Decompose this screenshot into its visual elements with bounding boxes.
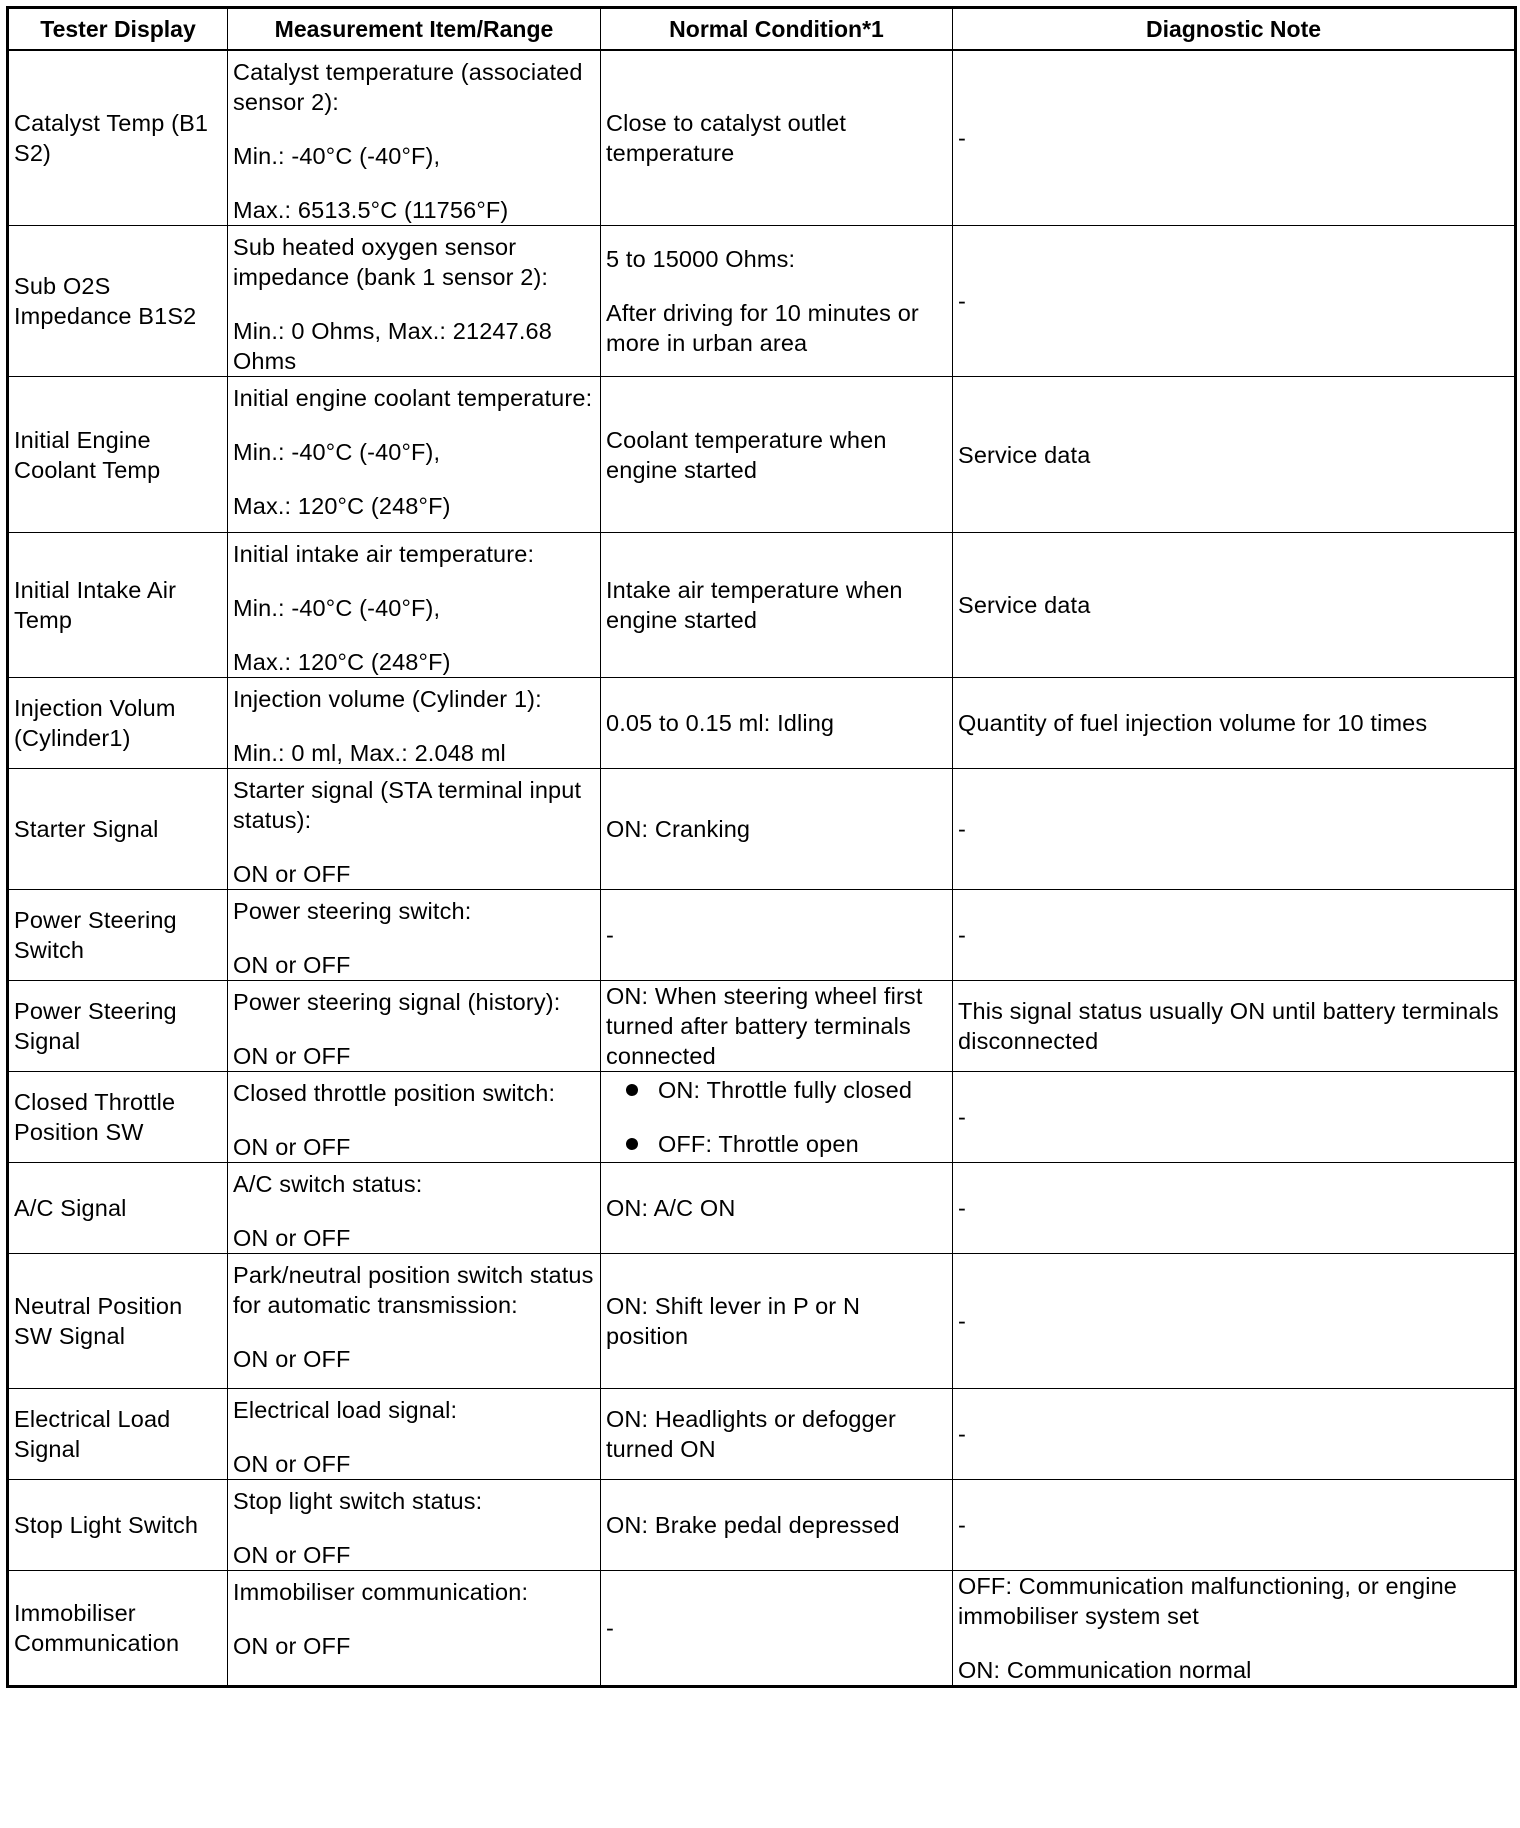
tester-display-cell: Power Steering Switch [8,890,228,981]
cell-text: Min.: -40°C (-40°F), [233,143,441,169]
diagnostic-note-cell [953,890,1516,981]
table-row [8,981,1516,1072]
cell-text: Sub heated oxygen sensor impedance (bank 1 sensor 2): [233,234,549,290]
normal-condition-cell [601,533,953,678]
diagnostic-note-cell [953,1571,1516,1687]
bullet-list [606,1075,947,1159]
normal-condition-cell [601,678,953,769]
diagnostic-note-cell [953,50,1516,226]
cell-text: ON or OFF [233,1542,351,1568]
measurement-cell [228,226,601,377]
list-item: OFF: Throttle open [624,1129,947,1159]
table-row [8,1389,1516,1480]
header-diagnostic-note: Diagnostic Note [953,8,1516,51]
cell-text: Closed throttle position switch: [233,1080,556,1106]
diagnostic-data-table [6,6,1517,1688]
measurement-cell [228,50,601,226]
cell-text: Service data [958,592,1091,618]
cell-text: Initial engine coolant temperature: [233,385,593,411]
cell-text: ON or OFF [233,1451,351,1477]
cell-text: Park/neutral position switch status for automatic transmission: [233,1262,594,1318]
cell-text: This signal status usually ON until battery terminals disconnected [958,998,1499,1054]
cell-text: ON: When steering wheel first turned after battery terminals connected [606,983,923,1069]
cell-text: - [606,1615,614,1641]
table-row [8,1254,1516,1389]
list-item: ON: Throttle fully closed [624,1075,947,1105]
cell-text: ON or OFF [233,1043,351,1069]
table-row [8,1480,1516,1571]
cell-text: ON or OFF [233,1225,351,1251]
tester-display-cell: Initial Intake Air Temp [8,533,228,678]
cell-text: ON or OFF [233,1134,351,1160]
data-list-table [6,6,1517,1688]
normal-condition-cell [601,890,953,981]
cell-text: Service data [958,441,1091,468]
tester-display-cell: Closed Throttle Position SW [8,1072,228,1163]
tester-display-cell: Electrical Load Signal [8,1389,228,1480]
measurement-cell [228,533,601,678]
cell-text: Initial intake air temperature: [233,541,535,567]
cell-text: - [958,1195,966,1221]
diagnostic-note-cell [953,678,1516,769]
cell-text: - [958,922,966,948]
table-row [8,1571,1516,1687]
header-tester-display: Tester Display [8,8,228,51]
cell-text: ON or OFF [233,1633,351,1659]
diagnostic-note-cell [953,981,1516,1072]
measurement-cell [228,890,601,981]
cell-text: Power steering switch: [233,898,472,924]
normal-condition-cell [601,1480,953,1571]
tester-display-cell: Immobiliser Communication [8,1571,228,1687]
cell-text: - [958,1512,966,1538]
cell-text: - [606,922,614,948]
tester-display-cell: Injection Volum (Cylinder1) [8,678,228,769]
normal-condition-cell [601,226,953,377]
table-row [8,226,1516,377]
normal-condition-cell [601,50,953,226]
cell-text: Immobiliser communication: [233,1579,529,1605]
diagnostic-note-cell [953,377,1516,533]
cell-text: - [958,1421,966,1447]
cell-text: - [958,125,966,151]
tester-display-cell: A/C Signal [8,1163,228,1254]
table-row [8,533,1516,678]
measurement-cell [228,1163,601,1254]
cell-text: Coolant temperature when engine started [606,426,887,483]
tester-display-cell: Initial Engine Coolant Temp [8,377,228,533]
cell-text: 5 to 15000 Ohms: [606,246,796,272]
diagnostic-note-cell [953,1254,1516,1389]
cell-text: Electrical load signal: [233,1397,458,1423]
diagnostic-note-cell [953,1480,1516,1571]
cell-text: ON: A/C ON [606,1195,736,1221]
diagnostic-note-cell [953,1163,1516,1254]
table-row [8,377,1516,533]
cell-text: Power steering signal (history): [233,989,561,1015]
cell-text: - [958,288,966,314]
normal-condition-cell [601,1389,953,1480]
diagnostic-note-cell [953,1389,1516,1480]
tester-display-cell: Power Steering Signal [8,981,228,1072]
tester-display-cell: Stop Light Switch [8,1480,228,1571]
cell-text: Quantity of fuel injection volume for 10 times [958,710,1428,736]
normal-condition-cell [601,981,953,1072]
measurement-cell [228,1254,601,1389]
measurement-cell [228,1072,601,1163]
cell-text: After driving for 10 minutes or more in urban area [606,300,919,356]
cell-text: Catalyst temperature (associated sensor 2): [233,59,583,115]
cell-text: A/C switch status: [233,1171,423,1197]
measurement-cell [228,1389,601,1480]
normal-condition-cell [601,769,953,890]
cell-text: Max.: 120°C (248°F) [233,493,451,519]
cell-text: Min.: 0 Ohms, Max.: 21247.68 Ohms [233,318,552,374]
cell-text: - [958,1308,966,1334]
cell-text: - [958,1104,966,1130]
cell-text: ON or OFF [233,1346,351,1372]
cell-text: ON: Headlights or defogger turned ON [606,1406,896,1462]
diagnostic-note-cell [953,533,1516,678]
cell-text: - [958,816,966,842]
cell-text: ON: Cranking [606,816,751,842]
cell-text: Min.: 0 ml, Max.: 2.048 ml [233,740,506,766]
measurement-cell [228,377,601,533]
cell-text: Starter signal (STA terminal input status): [233,777,582,833]
table-row [8,1072,1516,1163]
cell-text: Injection volume (Cylinder 1): [233,686,542,712]
cell-text: ON: Shift lever in P or N position [606,1293,861,1349]
table-row [8,678,1516,769]
table-row [8,1163,1516,1254]
cell-text: Min.: -40°C (-40°F), [233,595,441,621]
cell-text: ON or OFF [233,952,351,978]
tester-display-cell: Catalyst Temp (B1 S2) [8,50,228,226]
table-row [8,769,1516,890]
normal-condition-cell [601,1072,953,1163]
tester-display-cell: Starter Signal [8,769,228,890]
cell-text: Max.: 6513.5°C (11756°F) [233,197,509,223]
normal-condition-cell [601,1571,953,1687]
measurement-cell [228,981,601,1072]
diagnostic-note-cell [953,1072,1516,1163]
cell-text: Max.: 120°C (248°F) [233,649,451,675]
cell-text: Intake air temperature when engine started [606,577,903,633]
table-row [8,890,1516,981]
normal-condition-cell [601,1254,953,1389]
cell-text: Min.: -40°C (-40°F), [233,439,441,465]
cell-text: ON: Communication normal [958,1657,1252,1683]
cell-text: ON: Brake pedal depressed [606,1512,900,1538]
header-normal-condition: Normal Condition*1 [601,8,953,51]
cell-text: Stop light switch status: [233,1488,483,1514]
cell-text: 0.05 to 0.15 ml: Idling [606,710,835,736]
normal-condition-cell [601,377,953,533]
header-row [8,8,1516,51]
measurement-cell [228,678,601,769]
diagnostic-note-cell [953,769,1516,890]
cell-text: OFF: Communication malfunctioning, or engine immobiliser system set [958,1573,1458,1629]
cell-text: Close to catalyst outlet temperature [606,110,847,166]
header-measurement-item: Measurement Item/Range [228,8,601,51]
table-row [8,50,1516,226]
measurement-cell [228,769,601,890]
tester-display-cell: Neutral Position SW Signal [8,1254,228,1389]
measurement-cell [228,1480,601,1571]
measurement-cell [228,1571,601,1687]
tester-display-cell: Sub O2S Impedance B1S2 [8,226,228,377]
diagnostic-note-cell [953,226,1516,377]
normal-condition-cell [601,1163,953,1254]
cell-text: ON or OFF [233,861,351,887]
